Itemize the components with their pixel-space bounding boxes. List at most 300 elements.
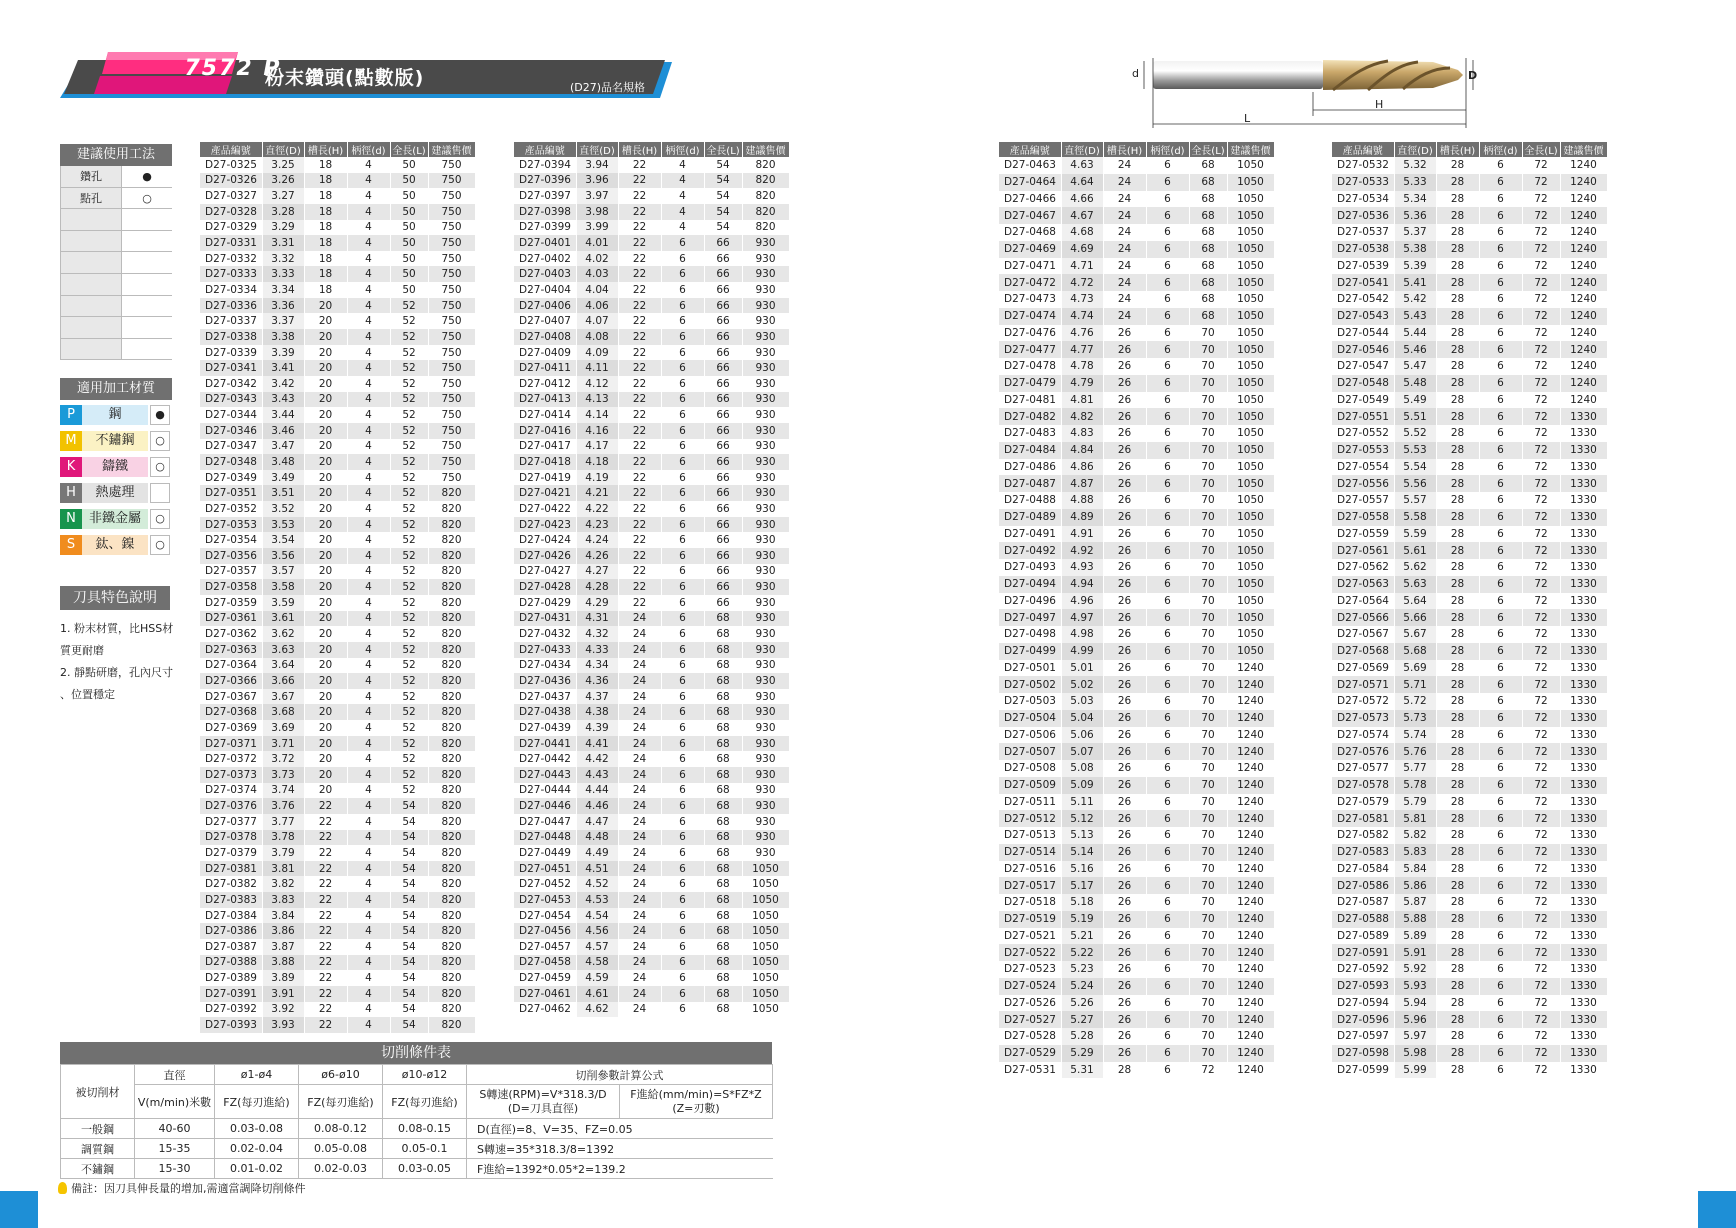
lightbulb-icon [58, 1182, 67, 1194]
material-row [60, 430, 172, 452]
material-row [60, 534, 172, 556]
table-cell: 28 [1436, 995, 1479, 1012]
table-cell: 28 [1436, 358, 1479, 375]
table-cell: 22 [618, 407, 661, 423]
table-cell: 1240 [1227, 861, 1274, 878]
table-cell: 4 [347, 908, 390, 924]
table-cell: 72 [1189, 1062, 1227, 1079]
table-cell: 6 [661, 407, 704, 423]
table-cell: 28 [1436, 559, 1479, 576]
table-cell: 20 [304, 673, 347, 689]
table-cell: 6 [1479, 609, 1522, 626]
table-cell: 6 [1146, 492, 1189, 509]
table-cell: D27-0394 [514, 157, 576, 173]
table-cell: D27-0549 [1332, 392, 1394, 409]
table-header [200, 142, 475, 157]
table-cell: 4.84 [1061, 442, 1103, 459]
table-cell: 750 [428, 188, 475, 204]
table-cell: D27-0422 [514, 501, 576, 517]
table-row [200, 220, 475, 236]
table-row [200, 266, 475, 282]
table-cell: 22 [304, 955, 347, 971]
column-header: 全長(L) [1522, 142, 1560, 157]
table-cell: 6 [661, 548, 704, 564]
table-cell: 3.68 [262, 704, 304, 720]
table-cell: 70 [1189, 643, 1227, 660]
table-cell: 66 [704, 470, 742, 486]
table-cell: 50 [390, 266, 428, 282]
table-cell: D27-0472 [999, 274, 1061, 291]
table-cell: 1050 [742, 923, 789, 939]
table-row [514, 861, 789, 877]
table-row [200, 783, 475, 799]
table-cell: 5.72 [1394, 693, 1436, 710]
table-cell: 72 [1522, 224, 1560, 241]
table-cell: 4 [347, 439, 390, 455]
table-cell: D27-0507 [999, 743, 1061, 760]
table-cell: 26 [1103, 459, 1146, 476]
table-cell: D27-0418 [514, 454, 576, 470]
table-cell: 930 [742, 767, 789, 783]
table-cell: 3.38 [262, 329, 304, 345]
table-cell: 4 [347, 470, 390, 486]
table-cell: D27-0398 [514, 204, 576, 220]
column-header: 槽長(H) [304, 142, 347, 157]
table-cell: 20 [304, 548, 347, 564]
table-cell: 72 [1522, 375, 1560, 392]
table-cell: 4 [347, 235, 390, 251]
table-cell: 68 [704, 845, 742, 861]
material-row [60, 508, 172, 530]
table-cell: 22 [304, 845, 347, 861]
table-cell: D27-0571 [1332, 676, 1394, 693]
table-cell: 4 [347, 392, 390, 408]
table-cell: 68 [704, 876, 742, 892]
table-cell: 1240 [1227, 743, 1274, 760]
table-cell: 72 [1522, 157, 1560, 174]
table-cell: 3.25 [262, 157, 304, 173]
table-cell: 4 [347, 798, 390, 814]
table-cell: 66 [704, 579, 742, 595]
table-cell: 72 [1522, 1045, 1560, 1062]
table-cell: 20 [304, 736, 347, 752]
table-row [514, 1002, 789, 1018]
table-cell: 5.06 [1061, 727, 1103, 744]
table-cell: D27-0484 [999, 442, 1061, 459]
table-row [514, 908, 789, 924]
table-cell: 6 [661, 345, 704, 361]
table-cell: 4 [347, 689, 390, 705]
table-cell: 3.52 [262, 501, 304, 517]
table-row [1332, 442, 1607, 459]
table-cell: D27-0401 [514, 235, 576, 251]
table-cell: 6 [1146, 1045, 1189, 1062]
table-cell: 20 [304, 767, 347, 783]
table-cell: 70 [1189, 341, 1227, 358]
table-row [200, 939, 475, 955]
table-cell: 66 [704, 548, 742, 564]
table-row [200, 360, 475, 376]
table-cell: D27-0392 [200, 1002, 262, 1018]
table-cell: 20 [304, 689, 347, 705]
table-row [999, 710, 1274, 727]
table-cell: 20 [304, 579, 347, 595]
table-cell: D27-0518 [999, 894, 1061, 911]
table-cell: 26 [1103, 542, 1146, 559]
table-cell: 6 [1479, 509, 1522, 526]
table-cell: 4.36 [576, 673, 618, 689]
table-cell: 70 [1189, 760, 1227, 777]
table-cell: D27-0597 [1332, 1028, 1394, 1045]
table-row [999, 459, 1274, 476]
table-cell: 930 [742, 595, 789, 611]
table-cell: 4.78 [1061, 358, 1103, 375]
table-cell: 54 [704, 220, 742, 236]
table-row [1332, 408, 1607, 425]
table-row [1332, 626, 1607, 643]
table-cell: 3.81 [262, 861, 304, 877]
table-cell: 28 [1436, 777, 1479, 794]
table-cell: 4 [347, 485, 390, 501]
table-cell: 4 [347, 845, 390, 861]
table-cell: 6 [1479, 526, 1522, 543]
col-d10-12: ø10-ø12 [383, 1065, 467, 1085]
table-row [200, 157, 475, 173]
table-cell: 66 [704, 282, 742, 298]
table-cell: 20 [304, 329, 347, 345]
table-cell: D27-0567 [1332, 626, 1394, 643]
material-letter: N [60, 509, 82, 529]
table-cell: D27-0341 [200, 360, 262, 376]
table-row [999, 978, 1274, 995]
table-cell: 930 [742, 720, 789, 736]
table-cell: 6 [1479, 207, 1522, 224]
table-cell: 1050 [742, 876, 789, 892]
table-cell: 1050 [1227, 375, 1274, 392]
table-row [514, 470, 789, 486]
table-cell: 930 [742, 376, 789, 392]
table-cell: 6 [1479, 258, 1522, 275]
table-cell: 6 [1479, 442, 1522, 459]
table-cell: 22 [618, 235, 661, 251]
table-cell: 54 [390, 861, 428, 877]
table-cell: 70 [1189, 593, 1227, 610]
table-cell: 1330 [1560, 894, 1607, 911]
table-cell: 72 [1522, 174, 1560, 191]
method-name [61, 231, 122, 252]
table-cell: 820 [428, 1002, 475, 1018]
table-cell: D27-0413 [514, 392, 576, 408]
table-cell: D27-0543 [1332, 308, 1394, 325]
table-cell: D27-0537 [1332, 224, 1394, 241]
table-cell: 1330 [1560, 777, 1607, 794]
example-line: S轉速=35*318.3/8=1392 [467, 1139, 773, 1159]
table-row [999, 877, 1274, 894]
table-cell: D27-0458 [514, 955, 576, 971]
table-cell: D27-0504 [999, 710, 1061, 727]
table-cell: 4.64 [1061, 174, 1103, 191]
table-cell: 26 [1103, 1011, 1146, 1028]
table-cell: 24 [618, 861, 661, 877]
col-diameter: 直徑 [135, 1065, 215, 1085]
table-cell: 820 [428, 736, 475, 752]
table-row [200, 173, 475, 189]
table-cell: 820 [428, 892, 475, 908]
table-cell: D27-0499 [999, 643, 1061, 660]
table-cell: 18 [304, 188, 347, 204]
table-cell: 1240 [1227, 710, 1274, 727]
table-cell: 70 [1189, 425, 1227, 442]
table-cell: D27-0343 [200, 392, 262, 408]
table-cell: 5.31 [1061, 1062, 1103, 1079]
table-cell: 6 [1479, 861, 1522, 878]
column-header: 建議售價 [1560, 142, 1607, 157]
table-cell: D27-0379 [200, 845, 262, 861]
table-cell: 930 [742, 798, 789, 814]
table-cell: 3.72 [262, 751, 304, 767]
table-cell: D27-0402 [514, 251, 576, 267]
table-cell: 930 [742, 845, 789, 861]
table-cell: 68 [1189, 191, 1227, 208]
table-cell: 4 [347, 626, 390, 642]
table-cell: D27-0474 [999, 308, 1061, 325]
label-D: D [1468, 69, 1478, 82]
table-row [200, 611, 475, 627]
table-cell: 72 [1522, 626, 1560, 643]
table-cell: D27-0487 [999, 475, 1061, 492]
table-cell: 3.92 [262, 1002, 304, 1018]
table-cell: D27-0508 [999, 760, 1061, 777]
table-cell: D27-0347 [200, 439, 262, 455]
table-cell: 52 [390, 736, 428, 752]
table-cell: 1050 [1227, 459, 1274, 476]
table-cell: 1330 [1560, 710, 1607, 727]
table-cell: D27-0586 [1332, 877, 1394, 894]
table-cell: 72 [1522, 241, 1560, 258]
table-cell: 4.24 [576, 532, 618, 548]
table-cell: 820 [428, 923, 475, 939]
table-cell: 3.51 [262, 485, 304, 501]
table-cell: 6 [1479, 408, 1522, 425]
table-cell: 6 [1146, 911, 1189, 928]
table-cell: 72 [1522, 475, 1560, 492]
table-cell: 1330 [1560, 593, 1607, 610]
table-row [514, 204, 789, 220]
table-row [200, 861, 475, 877]
table-cell: 50 [390, 282, 428, 298]
table-row [200, 720, 475, 736]
table-cell: 20 [304, 501, 347, 517]
table-row [999, 593, 1274, 610]
table-cell: 6 [1479, 425, 1522, 442]
table-row [1332, 995, 1607, 1012]
table-cell: D27-0329 [200, 220, 262, 236]
table-row [200, 329, 475, 345]
table-header [514, 142, 789, 157]
table-cell: D27-0433 [514, 642, 576, 658]
table-cell: 1330 [1560, 693, 1607, 710]
table-row [200, 986, 475, 1002]
col-d6-10: ø6-ø10 [299, 1065, 383, 1085]
column-header: 柄徑(d) [1146, 142, 1189, 157]
table-row [200, 548, 475, 564]
table-cell: 5.34 [1394, 191, 1436, 208]
table-cell: 1050 [1227, 542, 1274, 559]
table-row [999, 224, 1274, 241]
table-row [514, 157, 789, 173]
table-cell: 24 [618, 783, 661, 799]
table-row [200, 1017, 475, 1033]
table-cell: 820 [742, 157, 789, 173]
table-cell: 1330 [1560, 743, 1607, 760]
table-cell: 1330 [1560, 609, 1607, 626]
table-cell: 68 [704, 751, 742, 767]
table-cell: 26 [1103, 777, 1146, 794]
table-cell: 26 [1103, 760, 1146, 777]
table-cell: D27-0513 [999, 827, 1061, 844]
table-cell: 930 [742, 392, 789, 408]
table-cell: 4 [347, 517, 390, 533]
materials-list [60, 404, 172, 556]
table-cell: 72 [1522, 392, 1560, 409]
table-row [1332, 777, 1607, 794]
table-row [1332, 542, 1607, 559]
table-cell: 70 [1189, 375, 1227, 392]
table-row [1332, 492, 1607, 509]
table-cell: 6 [1146, 626, 1189, 643]
table-cell: D27-0372 [200, 751, 262, 767]
table-cell: 50 [390, 204, 428, 220]
table-cell: 68 [1189, 291, 1227, 308]
table-cell: 52 [390, 658, 428, 674]
table-cell: 26 [1103, 643, 1146, 660]
table-cell: 4 [347, 720, 390, 736]
column-header: 直徑(D) [262, 142, 304, 157]
table-cell: 5.86 [1394, 877, 1436, 894]
table-cell: 6 [1146, 174, 1189, 191]
table-cell: 6 [661, 892, 704, 908]
table-cell: D27-0416 [514, 423, 576, 439]
table-cell: 4.56 [576, 923, 618, 939]
table-row [200, 532, 475, 548]
table-cell: 5.81 [1394, 810, 1436, 827]
table-row [200, 423, 475, 439]
table-cell: D27-0419 [514, 470, 576, 486]
label-L: L [1244, 112, 1251, 125]
table-row [1332, 224, 1607, 241]
table-cell: 68 [1189, 308, 1227, 325]
table-cell: 4.53 [576, 892, 618, 908]
table-cell: 68 [1189, 224, 1227, 241]
table-cell: 4.59 [576, 970, 618, 986]
table-cell: 6 [1479, 1011, 1522, 1028]
table-cell: 70 [1189, 928, 1227, 945]
table-cell: 66 [704, 439, 742, 455]
method-mark [122, 339, 172, 360]
table-cell: 66 [704, 360, 742, 376]
table-cell: 28 [1436, 861, 1479, 878]
table-cell: D27-0557 [1332, 492, 1394, 509]
table-cell: 28 [1436, 1011, 1479, 1028]
table-cell: 28 [1436, 207, 1479, 224]
table-cell: 1330 [1560, 542, 1607, 559]
table-cell: 28 [1436, 459, 1479, 476]
table-cell: 6 [1479, 492, 1522, 509]
table-cell: 820 [428, 955, 475, 971]
table-cell: D27-0517 [999, 877, 1061, 894]
table-cell: 5.92 [1394, 961, 1436, 978]
table-cell: D27-0386 [200, 923, 262, 939]
table-cell: 22 [618, 345, 661, 361]
table-row [1332, 978, 1607, 995]
table-cell: 68 [1189, 241, 1227, 258]
table-cell: 4 [347, 220, 390, 236]
table-row [999, 207, 1274, 224]
table-row [999, 660, 1274, 677]
table-cell: D27-0596 [1332, 1011, 1394, 1028]
table-row [514, 751, 789, 767]
table-cell: 70 [1189, 810, 1227, 827]
table-cell: 6 [661, 360, 704, 376]
table-cell: 4 [347, 704, 390, 720]
table-cell: 1050 [1227, 609, 1274, 626]
table-cell: 24 [1103, 174, 1146, 191]
formula-s: S轉速(RPM)=V*318.3/D (D=刀具直徑) [467, 1085, 620, 1119]
table-cell: 6 [1479, 743, 1522, 760]
table-cell: 22 [618, 157, 661, 173]
table-cell: 5.33 [1394, 174, 1436, 191]
table-cell: 930 [742, 454, 789, 470]
table-cell: 4.43 [576, 767, 618, 783]
table-cell: 3.47 [262, 439, 304, 455]
table-cell: 4.73 [1061, 291, 1103, 308]
table-cell: 26 [1103, 375, 1146, 392]
table-cell: 6 [1479, 1045, 1522, 1062]
table-cell: 6 [1146, 928, 1189, 945]
table-cell: 72 [1522, 844, 1560, 861]
table-cell: 28 [1436, 643, 1479, 660]
table-cell: D27-0436 [514, 673, 576, 689]
table-row [999, 609, 1274, 626]
table-cell: 3.31 [262, 235, 304, 251]
table-cell: D27-0493 [999, 559, 1061, 576]
table-cell: D27-0439 [514, 720, 576, 736]
table-row [200, 845, 475, 861]
table-cell: 6 [1146, 844, 1189, 861]
table-cell: 6 [1479, 911, 1522, 928]
table-cell: 70 [1189, 827, 1227, 844]
table-cell: 68 [704, 783, 742, 799]
table-cell: 72 [1522, 609, 1560, 626]
table-cell: 750 [428, 454, 475, 470]
table-cell: D27-0506 [999, 727, 1061, 744]
table-cell: 4.26 [576, 548, 618, 564]
table-cell: 1330 [1560, 995, 1607, 1012]
table-cell: 6 [661, 485, 704, 501]
page-tab-left [0, 1191, 38, 1228]
table-cell: 1050 [1227, 258, 1274, 275]
table-cell: 6 [1146, 442, 1189, 459]
method-grid [60, 166, 172, 360]
table-cell: 4.87 [1061, 475, 1103, 492]
table-cell: 72 [1522, 341, 1560, 358]
table-row [514, 798, 789, 814]
table-cell: 4.12 [576, 376, 618, 392]
material-name: 調質鋼 [61, 1139, 135, 1159]
table-cell: 6 [1146, 559, 1189, 576]
method-name [61, 339, 122, 360]
table-cell: 70 [1189, 542, 1227, 559]
